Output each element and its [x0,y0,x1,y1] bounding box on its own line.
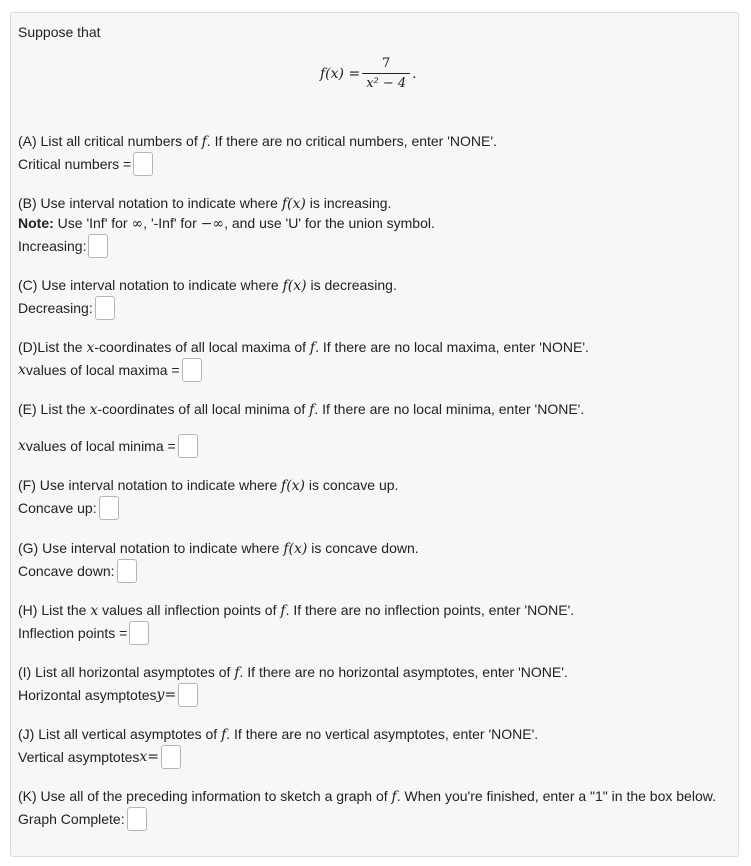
question-b-prompt: (B) Use interval notation to indicate where f(x) is increasing. [18,195,392,212]
question-c-answer-row [18,294,115,322]
function-formula [320,56,417,91]
question-f-prompt: (F) Use interval notation to indicate where f(x) is concave up. [18,477,399,494]
decreasing-label: Decreasing: [18,300,93,316]
question-e-answer-row: x values of local minima = [18,432,198,460]
concave-down-label: Concave down: [18,563,115,579]
question-j-answer-row: Vertical asymptotes x = [18,743,181,771]
local-maxima-input[interactable] [182,358,202,382]
question-e-prompt: (E) List the x-coordinates of all local minima of f. If there are no local minima, enter 'NONE'. [18,401,585,418]
local-maxima-label: values of local maxima = [25,362,180,378]
question-i-prompt: (I) List all horizontal asymptotes of f. If there are no horizontal asymptotes, enter 'NONE'. [18,664,568,681]
question-j-prompt: (J) List all vertical asymptotes of f. If there are no vertical asymptotes, enter 'NONE'. [18,726,539,743]
horizontal-asymptotes-input[interactable] [178,683,198,707]
intro-text: Suppose that [18,24,101,40]
horizontal-asymptotes-label: Horizontal asymptotes [18,687,157,703]
critical-numbers-label: Critical numbers = [18,156,132,172]
question-k-answer-row [18,805,147,833]
formula-lhs: f(x) = [320,65,361,82]
question-g-answer-row [18,557,137,585]
vertical-asymptotes-label: Vertical asymptotes [18,749,140,765]
question-a-prompt: (A) List all critical numbers of f. If there are no critical numbers, enter 'NONE'. [18,133,497,150]
question-i-answer-row: Horizontal asymptotes y = [18,681,198,709]
inflection-points-label: Inflection points = [18,625,128,641]
formula-denominator: x² − 4 [362,73,410,91]
question-h-prompt: (H) List the x values all inflection points of f. If there are no inflection points, enter 'NONE'. [18,602,575,619]
concave-up-label: Concave up: [18,500,97,516]
question-d-answer-row: x values of local maxima = [18,356,202,384]
vertical-asymptotes-input[interactable] [161,745,181,769]
formula-numerator: 7 [382,56,391,71]
question-b-note: Note: Use 'Inf' for ∞, '-Inf' for −∞, and use 'U' for the union symbol. [18,215,435,232]
graph-complete-input[interactable] [127,807,147,831]
critical-numbers-input[interactable] [133,152,153,176]
decreasing-input[interactable] [95,296,115,320]
concave-down-input[interactable] [117,559,137,583]
inflection-points-input[interactable] [129,621,149,645]
increasing-input[interactable] [88,234,108,258]
local-minima-label: values of local minima = [25,438,176,454]
increasing-label: Increasing: [18,238,87,254]
question-a-answer-row [18,150,153,178]
question-b-answer-row [18,232,108,260]
formula-fraction [362,56,410,91]
concave-up-input[interactable] [99,496,119,520]
formula-period: . [412,65,417,82]
question-d-prompt: (D)List the x-coordinates of all local maxima of f. If there are no local maxima, enter 'NONE'. [18,339,589,356]
question-k-prompt: (K) Use all of the preceding information to sketch a graph of f. When you're finished, enter a "1" in the box below. [18,788,716,805]
local-minima-input[interactable] [178,434,198,458]
question-h-answer-row [18,619,149,647]
question-f-answer-row [18,494,119,522]
question-g-prompt: (G) Use interval notation to indicate where f(x) is concave down. [18,540,419,557]
graph-complete-label: Graph Complete: [18,811,125,827]
question-c-prompt: (C) Use interval notation to indicate where f(x) is decreasing. [18,277,397,294]
